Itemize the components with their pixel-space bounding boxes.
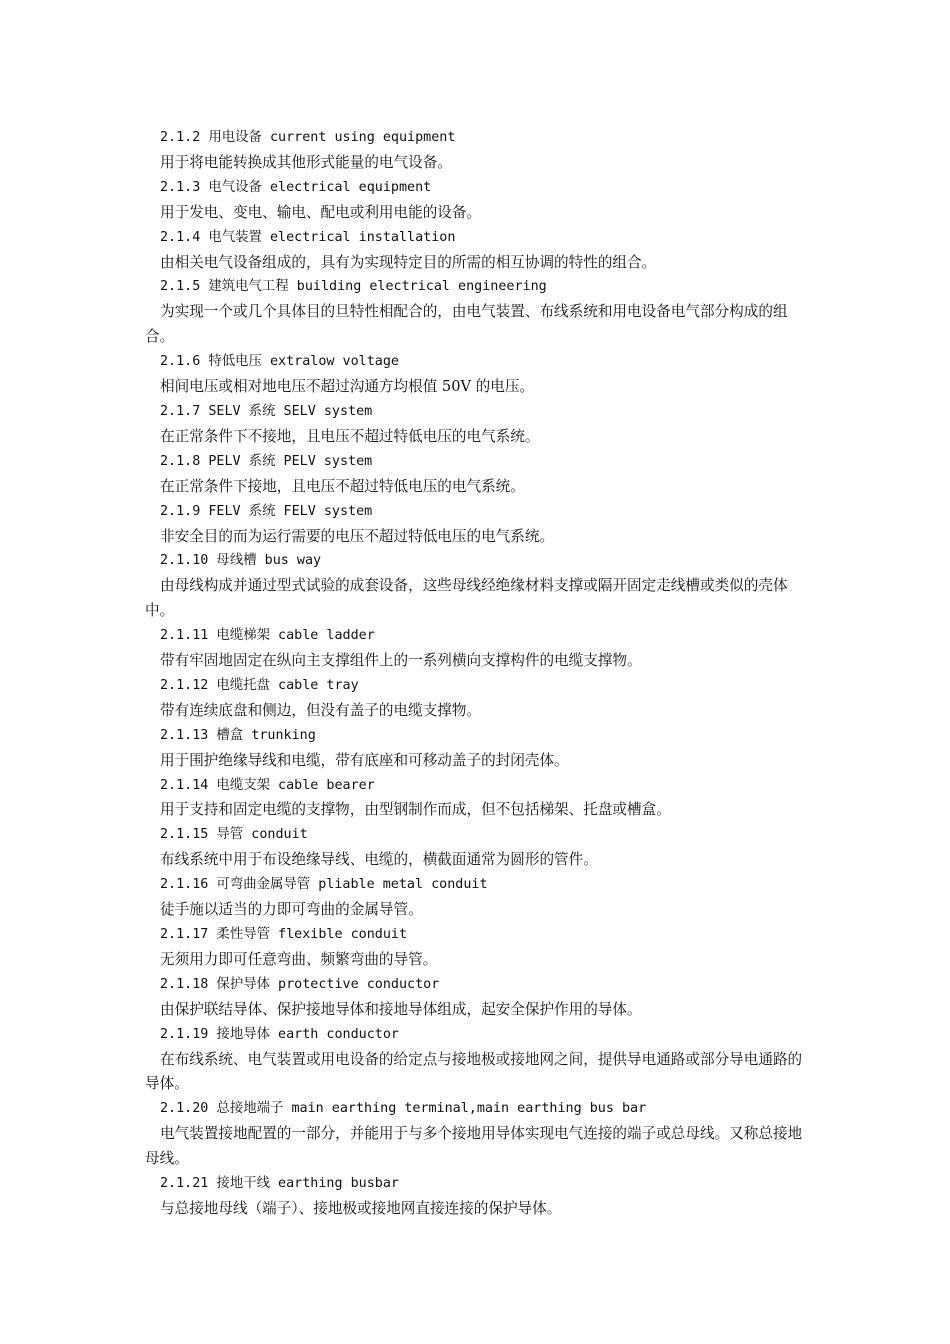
term-definition-2-1-18: 由保护联结导体、保护接地导体和接地导体组成，起安全保护作用的导体。 <box>160 1000 642 1018</box>
term-heading-2-1-11: 2.1.11 电缆梯架 cable ladder <box>160 628 375 644</box>
term-definition-2-1-17: 无须用力即可任意弯曲、频繁弯曲的导管。 <box>160 950 438 968</box>
term-heading-2-1-6: 2.1.6 特低电压 extralow voltage <box>160 354 399 370</box>
term-heading-2-1-10: 2.1.10 母线槽 bus way <box>160 553 322 569</box>
term-heading-2-1-8: 2.1.8 PELV 系统 PELV system <box>160 453 373 469</box>
term-heading-2-1-3: 2.1.3 电气设备 electrical equipment <box>160 179 432 195</box>
term-heading-2-1-2: 2.1.2 用电设备 current using equipment <box>160 130 456 145</box>
term-heading-2-1-13: 2.1.13 槽盒 trunking <box>160 727 316 743</box>
term-heading-2-1-19: 2.1.19 接地导体 earth conductor <box>160 1026 399 1042</box>
term-heading-2-1-16: 2.1.16 可弯曲金属导管 pliable metal conduit <box>160 877 488 893</box>
term-definition-2-1-8: 在正常条件下接地，且电压不超过特低电压的电气系统。 <box>160 477 525 495</box>
term-heading-2-1-9: 2.1.9 FELV 系统 FELV system <box>160 503 373 519</box>
term-definition-2-1-12: 带有连续底盘和侧边，但没有盖子的电缆支撑物。 <box>160 701 482 719</box>
document-page <box>0 126 950 1222</box>
term-definition-2-1-16: 徒手施以适当的力即可弯曲的金属导管。 <box>160 901 423 919</box>
term-definition-2-1-3: 用于发电、变电、输电、配电或利用电能的设备。 <box>160 203 482 221</box>
term-definition-2-1-4: 由相关电气设备组成的，具有为实现特定目的所需的相互协调的特性的组合。 <box>160 253 657 271</box>
term-definition-2-1-2: 用于将电能转换成其他形式能量的电气设备。 <box>160 153 452 171</box>
term-definition-2-1-5: 为实现一个或几个具体目的旦特性相配合的，由电气装置、布线系统和用电设备电气部分构成的组合。 <box>145 303 788 346</box>
term-definition-2-1-14: 用于支持和固定电缆的支撑物，由型钢制作而成，但不包括梯架、托盘或槽盒。 <box>160 801 671 819</box>
term-definition-2-1-6: 相间电压或相对地电压不超过沟通方均根值 50V 的电压。 <box>160 378 535 396</box>
term-heading-2-1-4: 2.1.4 电气装置 electrical installation <box>160 229 456 245</box>
term-definition-2-1-15: 布线系统中用于布设绝缘导线、电缆的，横截面通常为圆形的管件。 <box>160 851 598 869</box>
term-definition-2-1-19: 在布线系统、电气装置或用电设备的给定点与接地极或接地网之间，提供导电通路或部分导电通路的导体。 <box>145 1050 803 1093</box>
term-definition-2-1-13: 用于围护绝缘导线和电缆，带有底座和可移动盖子的封闭壳体。 <box>160 751 569 769</box>
term-definition-2-1-20: 电气装置接地配置的一部分，并能用于与多个接地用导体实现电气连接的端子或总母线。又称总接地母线。 <box>145 1125 803 1168</box>
term-heading-2-1-5: 2.1.5 建筑电气工程 building electrical engineering <box>160 279 547 295</box>
term-definition-2-1-11: 带有牢固地固定在纵向主支撑组件上的一系列横向支撑构件的电缆支撑物。 <box>160 652 642 670</box>
term-heading-2-1-14: 2.1.14 电缆支架 cable bearer <box>160 777 375 793</box>
term-definition-2-1-21: 与总接地母线（端子）、接地极或接地网直接连接的保护导体。 <box>160 1199 562 1217</box>
term-heading-2-1-21: 2.1.21 接地干线 earthing busbar <box>160 1176 399 1192</box>
term-definition-2-1-7: 在正常条件下不接地，且电压不超过特低电压的电气系统。 <box>160 427 540 445</box>
term-heading-2-1-20: 2.1.20 总接地端子 main earthing terminal,main earthing bus bar <box>160 1101 647 1117</box>
term-heading-2-1-15: 2.1.15 导管 conduit <box>160 827 308 843</box>
term-heading-2-1-12: 2.1.12 电缆托盘 cable tray <box>160 677 359 693</box>
term-definition-2-1-10: 由母线构成并通过型式试验的成套设备，这些母线经绝缘材料支撑或隔开固定走线槽或类似的壳体中。 <box>145 577 788 620</box>
term-heading-2-1-7: 2.1.7 SELV 系统 SELV system <box>160 403 373 419</box>
term-heading-2-1-17: 2.1.17 柔性导管 flexible conduit <box>160 927 408 942</box>
term-heading-2-1-18: 2.1.18 保护导体 protective conductor <box>160 976 440 992</box>
term-definition-2-1-9: 非安全目的而为运行需要的电压不超过特低电压的电气系统。 <box>160 527 555 545</box>
